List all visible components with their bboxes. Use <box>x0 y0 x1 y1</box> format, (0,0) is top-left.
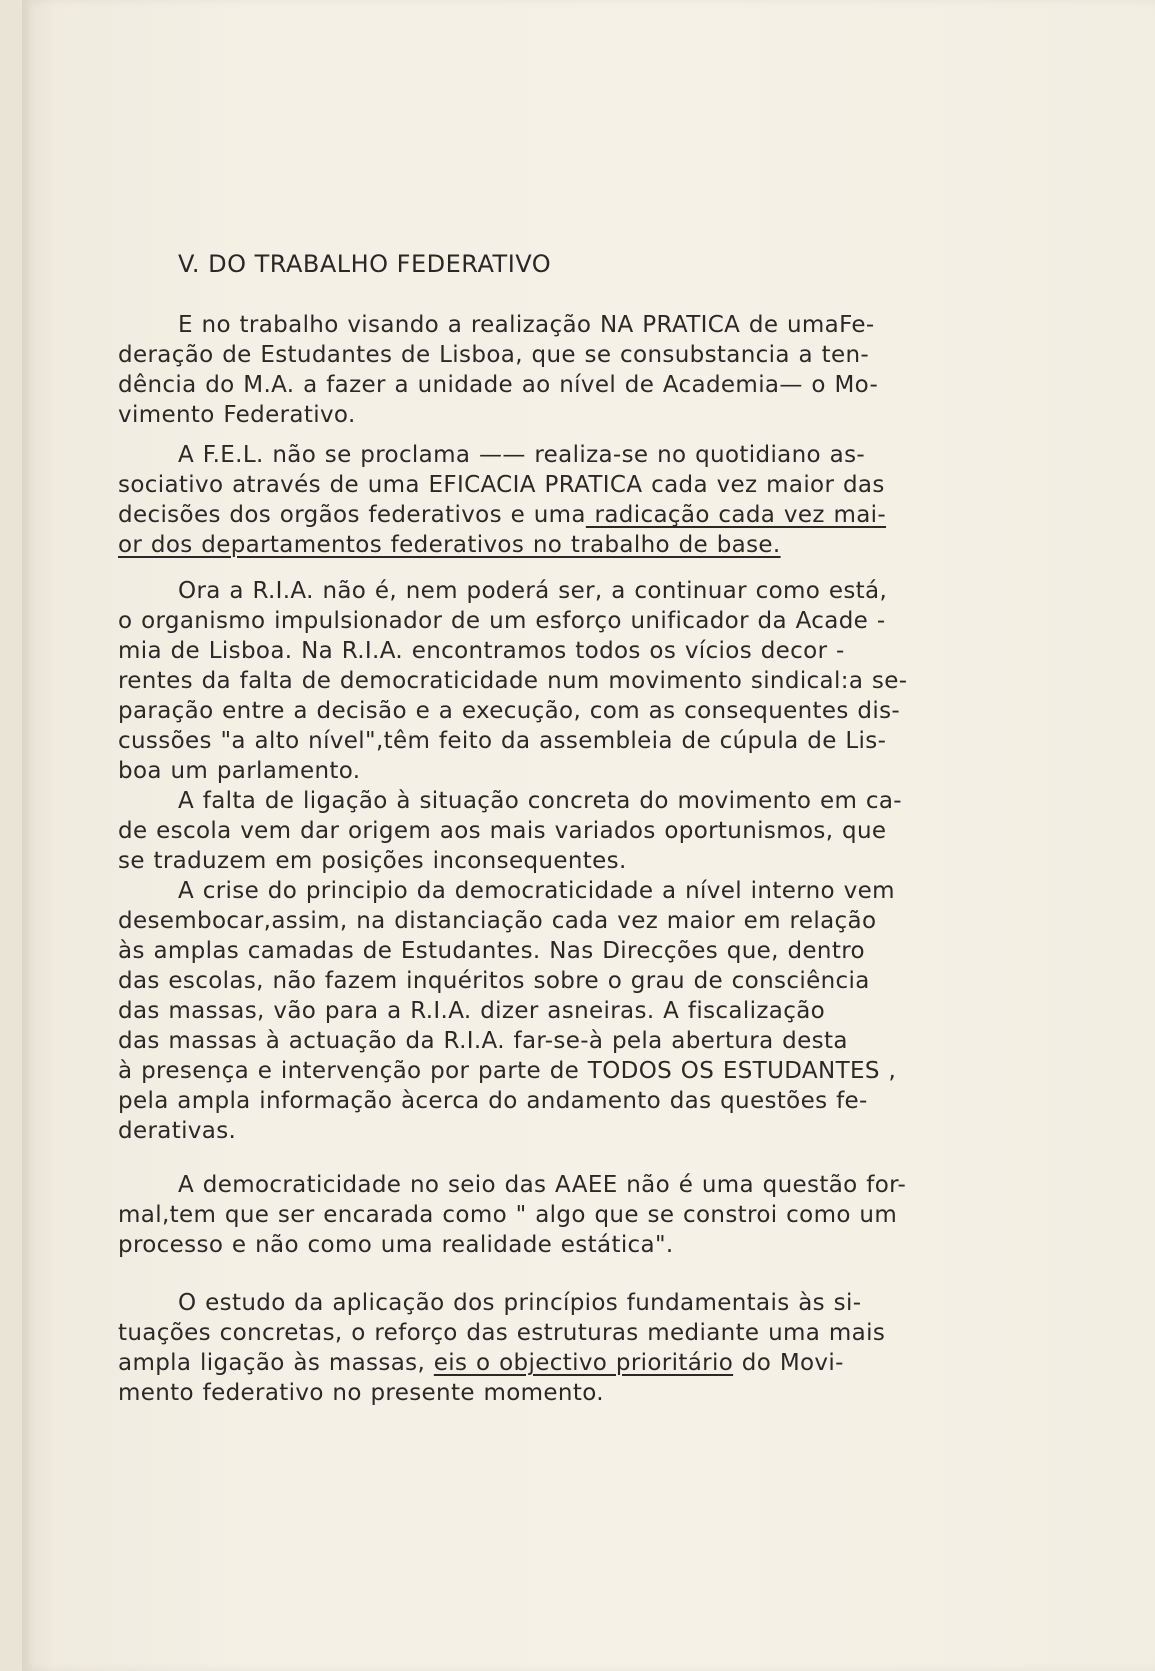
text-line <box>178 312 875 338</box>
line-text: mia de Lisboa. Na R.I.A. encontramos todos os vícios decor - <box>118 638 845 664</box>
text-line <box>118 1380 604 1406</box>
line-text: sociativo através de uma EFICACIA PRATICA cada vez maior das <box>118 472 885 498</box>
text-line <box>118 728 886 754</box>
text-line <box>118 758 360 784</box>
line-text: A crise do principio da democraticidade a nível interno vem <box>178 878 895 904</box>
line-text: O estudo da aplicação dos princípios fundamentais às si- <box>178 1290 862 1316</box>
line-text: A falta de ligação à situação concreta do movimento em ca- <box>178 788 902 814</box>
line-text: à presença e intervenção por parte de TODOS OS ESTUDANTES , <box>118 1058 897 1084</box>
section-heading: V. DO TRABALHO FEDERATIVO <box>178 250 552 278</box>
text-line <box>178 1290 861 1316</box>
line-text: ampla ligação às massas, <box>118 1350 434 1376</box>
line-text: desembocar,assim, na distanciação cada vez maior em relação <box>118 908 877 934</box>
line-text: processo e não como uma realidade estática". <box>118 1232 674 1258</box>
text-line <box>118 502 886 528</box>
line-text: de escola vem dar origem aos mais variados oportunismos, que <box>118 818 887 844</box>
text-line <box>118 848 627 874</box>
underlined-text: or dos departamentos federativos no trabalho de base. <box>118 532 781 558</box>
line-text: cussões "a alto nível",têm feito da assembleia de cúpula de Lis- <box>118 728 887 754</box>
line-text: pela ampla informação àcerca do andamento das questões fe- <box>118 1088 868 1114</box>
line-text: dência do M.A. a fazer a unidade ao nível de Academia— o Mo- <box>118 372 879 398</box>
text-line <box>178 442 865 468</box>
underlined-text: radicação cada vez mai- <box>585 502 887 528</box>
text-line <box>118 1058 896 1084</box>
text-line <box>178 1172 906 1198</box>
text-line <box>118 402 356 428</box>
text-line <box>118 908 876 934</box>
line-text: paração entre a decisão e a execução, com as consequentes dis- <box>118 698 901 724</box>
text-line <box>118 1028 848 1054</box>
line-text: rentes da falta de democraticidade num movimento sindical:a se- <box>118 668 908 694</box>
line-text: às amplas camadas de Estudantes. Nas Direcções que, dentro <box>118 938 865 964</box>
line-text: vimento Federativo. <box>118 402 356 428</box>
text-line <box>118 1320 885 1346</box>
text-line <box>118 1232 674 1258</box>
text-line <box>118 1118 236 1144</box>
text-line <box>178 878 895 904</box>
text-line <box>118 938 865 964</box>
line-text: mal,tem que ser encarada como " algo que se constroi como um <box>118 1202 898 1228</box>
line-text: mento federativo no presente momento. <box>118 1380 604 1406</box>
line-text: A democraticidade no seio das AAEE não é uma questão for- <box>178 1172 907 1198</box>
text-line <box>118 1350 844 1376</box>
text-line <box>118 638 845 664</box>
text-line <box>118 372 878 398</box>
text-line <box>178 578 887 604</box>
line-text-after: do Movi- <box>733 1350 844 1376</box>
text-line <box>118 998 825 1024</box>
text-line <box>118 342 869 368</box>
line-text: A F.E.L. não se proclama —— realiza-se no quotidiano as- <box>178 442 866 468</box>
text-line <box>178 788 902 814</box>
underlined-text: eis o objectivo prioritário <box>433 1350 734 1376</box>
text-line <box>118 968 870 994</box>
line-text: tuações concretas, o reforço das estruturas mediante uma mais <box>118 1320 886 1346</box>
text-line <box>118 472 885 498</box>
line-text: Ora a R.I.A. não é, nem poderá ser, a continuar como está, <box>178 578 888 604</box>
line-text: boa um parlamento. <box>118 758 361 784</box>
text-line <box>118 1202 897 1228</box>
line-text: das escolas, não fazem inquéritos sobre o grau de consciência <box>118 968 870 994</box>
text-line <box>118 698 900 724</box>
line-text: se traduzem em posições inconsequentes. <box>118 848 627 874</box>
line-text: o organismo impulsionador de um esforço unificador da Acade - <box>118 608 886 634</box>
line-text: derativas. <box>118 1118 237 1144</box>
line-text: das massas, vão para a R.I.A. dizer asneiras. A fiscalização <box>118 998 826 1024</box>
text-line <box>118 668 907 694</box>
line-text: decisões dos orgãos federativos e uma <box>118 502 586 528</box>
text-line <box>118 608 885 634</box>
line-text: deração de Estudantes de Lisboa, que se consubstancia a ten- <box>118 342 870 368</box>
text-line <box>118 1088 868 1114</box>
line-text: das massas à actuação da R.I.A. far-se-à pela abertura desta <box>118 1028 848 1054</box>
text-line <box>118 818 886 844</box>
line-text: E no trabalho visando a realização NA PRATICA de umaFe- <box>178 312 875 338</box>
text-line <box>118 532 781 558</box>
